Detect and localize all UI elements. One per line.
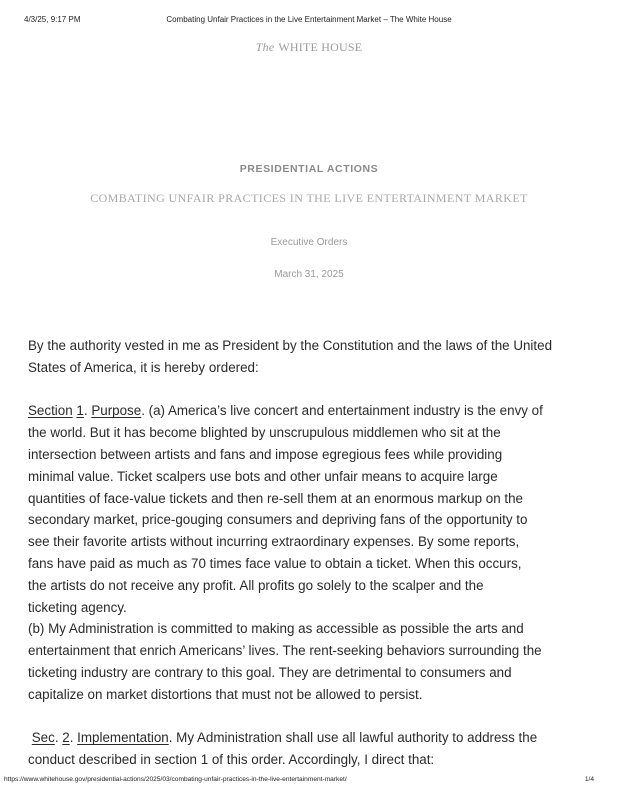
section-title: Implementation: [77, 730, 169, 746]
section-label: Section: [28, 403, 73, 419]
print-header: [0, 15, 618, 27]
page-number: 1/4: [584, 776, 594, 783]
text-line: the world. But it has become blighted by unscrupulous middlemen who sit at the: [28, 425, 501, 441]
category-link[interactable]: Executive Orders: [270, 237, 348, 248]
text-line: conduct described in section 1 of this order. Accordingly, I direct that:: [28, 752, 435, 768]
logo-the: The: [255, 40, 275, 54]
text-line: quantities of face-value tickets and then re-sell them at an enormous markup on the: [28, 490, 523, 506]
text-line: entertainment that enrich Americans’ lives. The rent-seeking behaviors surrounding the: [28, 643, 542, 659]
section-kicker[interactable]: PRESIDENTIAL ACTIONS: [239, 163, 379, 175]
text-line: secondary market, price-gouging consumers and depriving fans of the opportunity to: [28, 512, 528, 528]
section-number: 1: [76, 403, 84, 419]
text-line: capitalize on market distortions that must not be allowed to persist.: [28, 686, 423, 702]
print-url: https://www.whitehouse.gov/presidential-actions/2025/03/combating-unfair-practices-in-the-live-entertainment-market/: [4, 776, 347, 783]
logo-name: WHITE HOUSE: [278, 40, 363, 54]
section-1-heading-line: Section 1. Purpose. (a) America’s live concert and entertainment industry is the envy of: [28, 403, 543, 419]
text-line: . My Administration shall use all lawful authority to address the: [168, 730, 538, 746]
text-line: States of America, it is hereby ordered:: [28, 359, 259, 375]
section-1-paragraph: [28, 400, 598, 705]
page-title: COMBATING UNFAIR PRACTICES IN THE LIVE ENTERTAINMENT MARKET: [90, 191, 528, 205]
section-title: Purpose: [91, 403, 142, 419]
print-timestamp: 4/3/25, 9:17 PM: [24, 15, 81, 24]
text-line: (b) My Administration is committed to making as accessible as possible the arts and: [28, 621, 524, 637]
print-page-title: Combating Unfair Practices in the Live Entertainment Market – The White House: [166, 15, 452, 24]
text-line: fans have paid as much as 70 times face value to obtain a ticket. When this occurs,: [28, 555, 522, 571]
site-logo[interactable]: [0, 40, 618, 55]
intro-paragraph: [28, 335, 598, 379]
section-2-heading-line: Sec. 2. Implementation. My Administration shall use all lawful authority to address the: [31, 730, 538, 746]
text-line: ticketing agency.: [28, 599, 127, 615]
text-line: By the authority vested in me as President by the Constitution and the laws of the United: [28, 338, 553, 353]
article-body: [28, 335, 598, 771]
text-line: ticketing industry are contrary to this goal. They are detrimental to consumers and: [28, 664, 512, 680]
text-line: see their favorite artists without incurring extraordinary expenses. By some reports,: [28, 534, 520, 550]
section-2-paragraph: [28, 727, 598, 771]
text-line: minimal value. Ticket scalpers use bots and other unfair means to acquire large: [28, 468, 498, 484]
section-number: 2: [62, 730, 70, 746]
text-line: . (a) America’s live concert and entertainment industry is the envy of: [141, 403, 543, 419]
text-line: intersection between artists and fans and impose egregious fees while providing: [28, 446, 503, 462]
text-line: the artists do not receive any profit. All profits go solely to the scalper and the: [28, 577, 484, 593]
section-label: Sec: [31, 730, 55, 746]
publish-date: March 31, 2025: [274, 269, 344, 280]
print-footer: [0, 776, 618, 788]
